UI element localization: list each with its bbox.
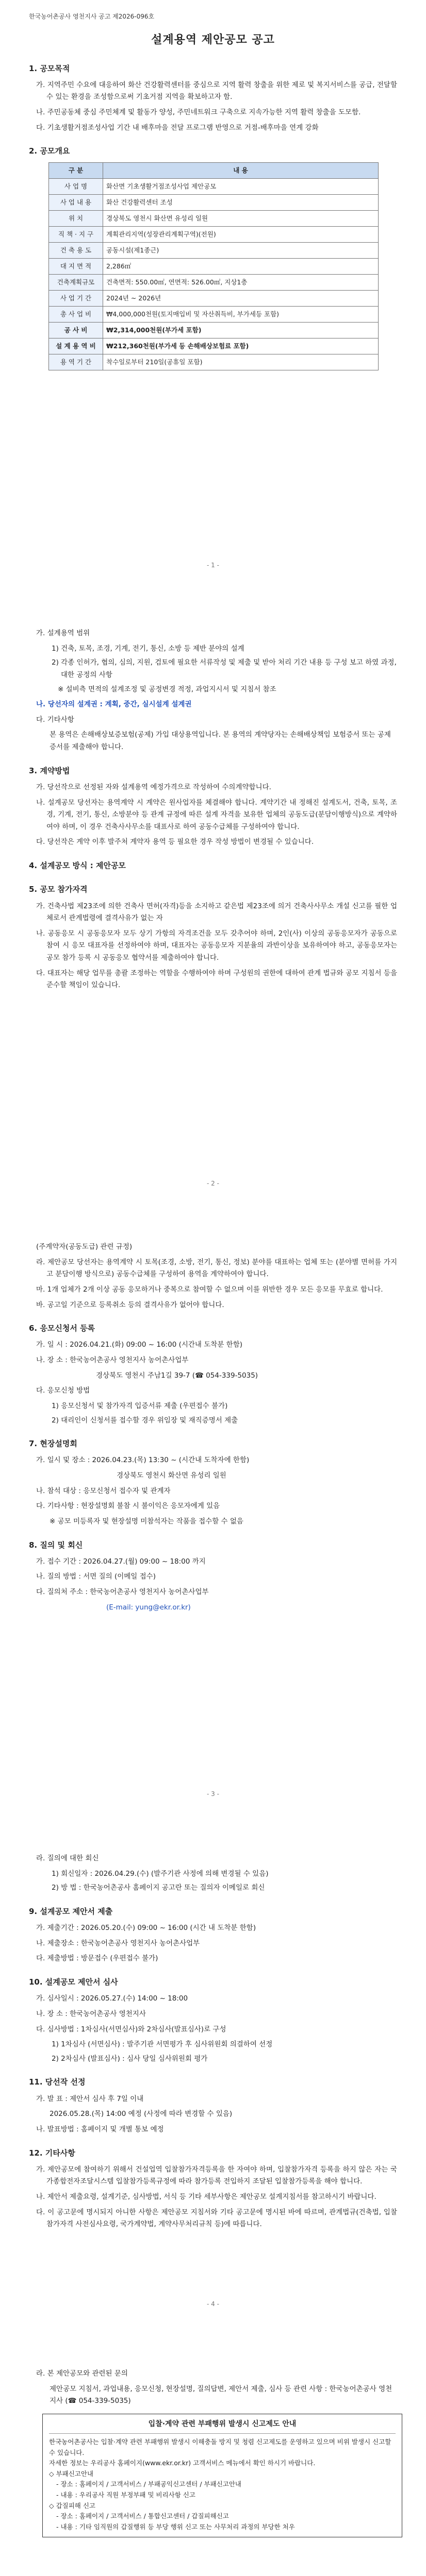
s1-item-ga: 가. 지역주민 수요에 대응하여 화산 건강활력센터를 중심으로 지역 활력 창출을 위한 제로 및 복지서비스를 공급, 전달할 수 있는 환경을 조성함으로써 기초거점 지역을 확보하고자 함. (36, 80, 397, 101)
table-cell-value: ₩212,360천원(부가세 등 손해배상보험료 포함) (103, 338, 379, 354)
table-row (49, 322, 379, 338)
page-number-2: - 2 - (207, 1180, 219, 1187)
section-3-heading: 3. 계약방법 (29, 766, 70, 775)
s11-item-na: 나. 발표방법 : 홈페이지 및 개별 통보 예정 (36, 2125, 164, 2133)
section-2-heading: 2. 공모개요 (29, 146, 70, 156)
s10-item-da-2: 2) 2차심사 (발표심사) : 심사 당일 심사위원회 평가 (52, 2054, 208, 2063)
s7-note: ※ 공모 미등록자 및 현장설명 미참석자는 작품을 접수할 수 없음 (50, 1517, 243, 1526)
table-header-key: 구 분 (49, 162, 103, 178)
s6-item-da-1: 1) 응모신청서 및 참가자격 입증서류 제출 (우편접수 불가) (52, 1401, 228, 1410)
document-title: 설계용역 제안공모 공고 (151, 33, 275, 46)
s6-item-da: 다. 응모신청 방법 (36, 1386, 90, 1395)
s12-item-ra: 라. 본 제안공모와 관련된 문의 (36, 2369, 128, 2378)
section-9-heading: 9. 설계공모 제안서 제출 (29, 1906, 113, 1916)
page-number-4: - 4 - (207, 2300, 219, 2308)
s6-item-na-address: 경상북도 영천시 주남1길 39-7 (☎ 054-339-5035) (96, 1371, 258, 1380)
s6-item-ga: 가. 일 시 : 2026.04.21.(화) 09:00 ~ 16:00 (시간내 도착분 한함) (36, 1341, 243, 1349)
s2-scope-2: 2) 각종 인허가, 협의, 심의, 지원, 검토에 필요한 서류작성 및 제출 및 받아 처리 기간 내용 등 구성 보고 하였 과정, 대한 공정의 사항 (52, 658, 397, 679)
page-number-1: - 1 - (207, 562, 219, 569)
table-cell-value: 화산면 기초생활거점조성사업 제안공모 (103, 178, 379, 194)
s9-item-na: 나. 제출장소 : 한국농어촌공사 영천지사 농어촌사업부 (36, 1939, 200, 1947)
section-1-heading: 1. 공모목적 (29, 63, 70, 73)
s12-item-ra-1: 제안공모 지침서, 과업내용, 응모신청, 현장설명, 질의답변, 제안서 제출, 심사 등 관련 사항 : 한국농어촌공사 영천지사 (☎ 054-339-5035) (50, 2384, 392, 2405)
notice-box-list-item: - 내용 : 기타 임직원의 갑질행위 등 부당 행위 신고 또는 사무처리 과정의 부당한 처우 (56, 2522, 295, 2531)
table-cell-value: 2024년 ~ 2026년 (103, 290, 379, 306)
s12-item-da: 다. 이 공고문에 명시되지 아니한 사항은 제안공모 지침서와 기타 공고문에 명시된 바에 따르며, 관계법규(건축법, 입찰참가자격 사전심사요령, 국가계약법, 계약사무처리규칙 등)에 따릅니다. (36, 2208, 397, 2229)
s1-item-da: 다. 기초생활거점조성사업 기간 내 배후마을 전달 프로그램 반영으로 거점-배후마을 연계 강화 (36, 123, 319, 132)
s8-item-na: 나. 질의 방법 : 서면 질의 (이메일 접수) (36, 1572, 156, 1581)
table-cell-value: 착수일로부터 210일(공휴일 포함) (103, 354, 379, 370)
s10-item-na: 나. 장 소 : 한국농어촌공사 영천지사 (36, 2009, 146, 2018)
s2-scope: 가. 설계용역 범위 (36, 629, 90, 637)
notice-box-list-item: - 장소 : 홈페이지 / 고객서비스 / 통합신고센터 / 갑질피해신고 (56, 2512, 229, 2520)
table-row (49, 258, 379, 274)
s2-scope-note: ※ 설비측 면적의 설계조정 및 공정변경 적정, 과업지시서 및 지침서 참조 (58, 685, 276, 693)
s7-item-na: 나. 참석 대상 : 응모신청서 접수자 및 관계자 (36, 1486, 171, 1495)
s10-item-ga: 가. 심사일시 : 2026.05.27.(수) 14:00 ~ 18:00 (36, 1994, 188, 2003)
notice-box-list-item: - 내용 : 우리공사 직원 부정부패 및 비리사항 신고 (56, 2491, 195, 2499)
section-5-heading: 5. 공모 참가자격 (29, 885, 88, 894)
table-cell-value: 공동시설(제1종근) (103, 242, 379, 258)
table-cell-value: 경상북도 영천시 화산면 유성리 일원 (103, 210, 379, 226)
s12-item-ga: 가. 제안공모에 참여하기 위해서 건설업역 입찰참가자격등록을 한 자여야 하며, 입찰참가자격 등록을 하지 않은 자는 국가종합전자조달시스템 입찰참가등록규정에 따라 참가등록 전입하지 조달된 입찰참가등록을 해야 합니다. (36, 2165, 397, 2186)
notice-box-text: 한국농어촌공사는 입찰·계약 관련 부패행위 발생시 이해충돌 방지 및 청렴 신고제도를 운영하고 있으며 비위 발생시 신고할 수 있습니다. (49, 2437, 391, 2456)
section-8-heading: 8. 질의 및 회신 (29, 1540, 83, 1550)
page-number-3: - 3 - (207, 1790, 219, 1798)
page-3 (29, 1239, 397, 1616)
table-cell-value: 화산 건강활력센터 조성 (103, 194, 379, 210)
table-cell-value: 건축면적: 550.00㎡, 연면적: 526.00㎡, 지상1층 (103, 274, 379, 290)
table-cell-key: 설 계 용 역 비 (49, 338, 103, 354)
notice-box-text: 자세한 정보는 우리공사 홈페이지(www.ekr.or.kr) 고객서비스 메뉴에서 확인 하시기 바랍니다. (49, 2459, 316, 2467)
section-11-heading: 11. 당선작 선정 (29, 2077, 86, 2087)
overview-table (48, 162, 379, 370)
anti-corruption-notice-box (42, 2414, 402, 2537)
s7-item-ga-place: 경상북도 영천시 화산면 유성리 일원 (117, 1471, 226, 1480)
table-row (49, 306, 379, 322)
s1-item-na: 나. 주민공동체 중심 주민체계 및 활동가 양성, 주민네트워크 구축으로 지속가능한 지역 활력 창출을 도모함. (36, 108, 361, 116)
table-cell-value: ₩4,000,000천원(토지매입비 및 자산취득비, 부가세등 포함) (103, 306, 379, 322)
table-cell-key: 건축계획규모 (49, 274, 103, 290)
s6-item-na: 나. 장 소 : 한국농어촌공사 영천지사 농어촌사업부 (36, 1356, 189, 1364)
notice-id: 한국농어촌공사 영천지사 공고 제2026-096호 (29, 13, 155, 20)
section-10-heading: 10. 설계공모 제안서 심사 (29, 1977, 118, 1987)
table-cell-key: 건 축 용 도 (49, 242, 103, 258)
table-cell-key: 직 책 · 지 구 (49, 226, 103, 242)
s2-scope-1: 1) 건축, 토목, 조경, 기계, 전기, 통신, 소방 등 제반 분야의 설계 (52, 644, 244, 653)
s7-item-da: 다. 기타사항 : 현장설명회 불참 시 불이익은 응모자에게 있음 (36, 1502, 220, 1511)
s8-item-ra-2: 2) 방 법 : 한국농어촌공사 홈페이지 공고란 또는 질의자 이메일로 회신 (52, 1884, 265, 1892)
table-row (49, 290, 379, 306)
s10-item-da-1: 1) 1차심사 (서면심사) : 발주기관 서면평가 후 심사위원회 의결하여 선정 (52, 2040, 273, 2049)
table-cell-key: 공 사 비 (49, 322, 103, 338)
table-row (49, 338, 379, 354)
s11-item-ga: 가. 발 표 : 제안서 심사 후 7일 이내 (36, 2094, 144, 2103)
s5-note-head: (주계약자(공동도급) 관련 규정) (36, 1243, 133, 1251)
table-cell-key: 사 업 내 용 (49, 194, 103, 210)
table-cell-key: 총 사 업 비 (49, 306, 103, 322)
table-row (49, 354, 379, 370)
notice-box-title: 입찰·계약 관련 부패행위 발생시 신고제도 안내 (49, 2418, 396, 2434)
section-4-heading: 4. 설계공모 방식 : 제안공모 (29, 861, 126, 870)
notice-box-list-item: ◇ 갑질피해 신고 (49, 2501, 96, 2510)
section-12-heading: 12. 기타사항 (29, 2148, 75, 2158)
notice-box-list-item: ◇ 부패신고안내 (49, 2469, 94, 2478)
table-cell-key: 사 업 명 (49, 178, 103, 194)
page-1 (29, 11, 397, 370)
table-cell-value: ₩2,314,000천원(부가세 포함) (103, 322, 379, 338)
table-cell-key: 사 업 기 간 (49, 290, 103, 306)
table-row (49, 242, 379, 258)
s8-item-ra-1: 1) 회신일자 : 2026.04.29.(수) (발주기관 사정에 의해 변경될 수 있음) (52, 1869, 269, 1878)
table-header-row (49, 162, 379, 178)
table-cell-key: 위 치 (49, 210, 103, 226)
s10-item-da: 다. 심사방법 : 1차심사(서면심사)와 2차심사(발표심사)로 구성 (36, 2025, 226, 2033)
s5-item-na: 나. 공동응모 시 공동응모자 모두 상기 가항의 자격조건을 모두 갖추어야 하며, 2인(사) 이상의 공동응모자가 공동으로 참여 시 응모 대표자를 선정하여야 하며, 대표자는 공동응모자 지분율의 과반이상을 보유하여야 하고, 공동응모자는 공모 참가 등록 시 공동응모 협약서를 제출하여야 합니다. (36, 929, 397, 962)
table-row (49, 274, 379, 290)
table-cell-key: 용 역 기 간 (49, 354, 103, 370)
notice-box-list-item: - 장소 : 홈페이지 / 고객서비스 / 부패공익신고센터 / 부패신고안내 (56, 2480, 241, 2488)
s2-winner-rights: 나. 당선자의 설계권 : 계획, 중간, 실시설계 설계권 (36, 700, 192, 709)
s5-item-ba: 바. 공고일 기준으로 등록취소 등의 결격사유가 없어야 합니다. (36, 1300, 224, 1309)
s11-item-ga-date: 2026.05.28.(목) 14:00 예정 (사정에 따라 변경할 수 있음) (50, 2110, 233, 2119)
s8-item-ra: 라. 질의에 대한 회신 (36, 1854, 99, 1862)
contact-email-link[interactable]: (E-mail: yung@ekr.or.kr) (106, 1603, 191, 1612)
table-row (49, 226, 379, 242)
s8-item-ga: 가. 접수 기간 : 2026.04.27.(월) 09:00 ~ 18:00 까지 (36, 1557, 206, 1566)
s6-item-da-2: 2) 대리인이 신청서를 접수할 경우 위임장 및 재직증명서 제출 (52, 1416, 238, 1425)
page-5 (29, 2365, 397, 2537)
s3-item-ga: 가. 당선작으로 선정된 자와 설계용역 예정가격으로 작성하여 수의계약합니다. (36, 783, 271, 791)
s5-item-ma: 마. 1개 업체가 2개 이상 공동 응모하거나 중복으로 참여할 수 없으며 이를 위반한 경우 모든 응모를 무효로 합니다. (36, 1285, 383, 1294)
table-cell-key: 대 지 면 적 (49, 258, 103, 274)
page-4 (29, 1850, 397, 2234)
s9-item-da: 다. 제출방법 : 방문접수 (우편접수 불가) (36, 1954, 158, 1963)
s5-item-ra: 라. 제안공모 당선자는 용역계약 시 토목(조경, 소방, 전기, 통신, 정보) 분야를 대표하는 업체 또는 (분야별 면허를 가지고 분담이행 방식으로) 공동수급체를 구성하여 용역을 계약하여야 합니다. (36, 1258, 397, 1279)
section-7-heading: 7. 현장설명회 (29, 1439, 77, 1449)
table-header-value: 내 용 (103, 162, 379, 178)
table-cell-value: 계획관리지역(성장관리계획구역)(전원) (103, 226, 379, 242)
s12-item-na: 나. 제안서 제출요령, 설계기준, 심사방법, 서식 등 기타 세부사항은 제안공모 설계지침서를 참고하시기 바랍니다. (36, 2193, 376, 2201)
s5-item-da: 다. 대표자는 해당 업무를 총괄 조정하는 역할을 수행하여야 하며 구성원의 권한에 대하여 관계 법규와 공모 지침서 등을 준수할 책임이 있습니다. (36, 969, 397, 990)
s2-etc: 다. 기타사항 (36, 715, 74, 724)
page-2 (29, 624, 397, 995)
table-row (49, 178, 379, 194)
table-cell-value: 2,286㎡ (103, 258, 379, 274)
s8-item-da: 다. 질의처 주소 : 한국농어촌공사 영천지사 농어촌사업부 (36, 1588, 209, 1596)
table-row (49, 194, 379, 210)
s9-item-ga: 가. 제출기간 : 2026.05.20.(수) 09:00 ~ 16:00 (시간 내 도착분 한함) (36, 1924, 256, 1933)
table-row (49, 210, 379, 226)
s3-item-na: 나. 설계공모 당선자는 용역계약 시 계약은 원사업자를 체결해야 합니다. 계약기간 내 정해진 설계도서, 건축, 토목, 조경, 기계, 전기, 통신, 소방분야 등 관계 규정에 따른 설계 자격을 보유한 업체의 공동도급(분담이행방식)으로 계약하여야 하며, 이 경우 건축사사무소를 대표사로 하여 공동수급체를 구성하여야 합니다. (36, 798, 397, 831)
s5-item-ga: 가. 건축사법 제23조에 의한 건축사 면허(자격)등을 소지하고 같은법 제23조에 의거 건축사사무소 개설 신고를 필한 업체로서 관계법령에 결격사유가 없는 자 (36, 902, 397, 923)
s2-etc-1: 본 용역은 손해배상보증보험(공제) 가입 대상용역입니다. 본 용역의 계약당자는 손해배상책임 보험증서 또는 공제증서를 제출해야 합니다. (50, 731, 391, 751)
section-6-heading: 6. 응모신청서 등록 (29, 1324, 95, 1333)
s7-item-ga: 가. 일시 및 장소 : 2026.04.23.(목) 13:30 ~ (시간내 도착자에 한함) (36, 1456, 250, 1465)
s3-item-da: 다. 당선작은 계약 이후 발주처 계약자 용역 등 필요한 경우 작성 방법이 변경될 수 있습니다. (36, 838, 314, 846)
